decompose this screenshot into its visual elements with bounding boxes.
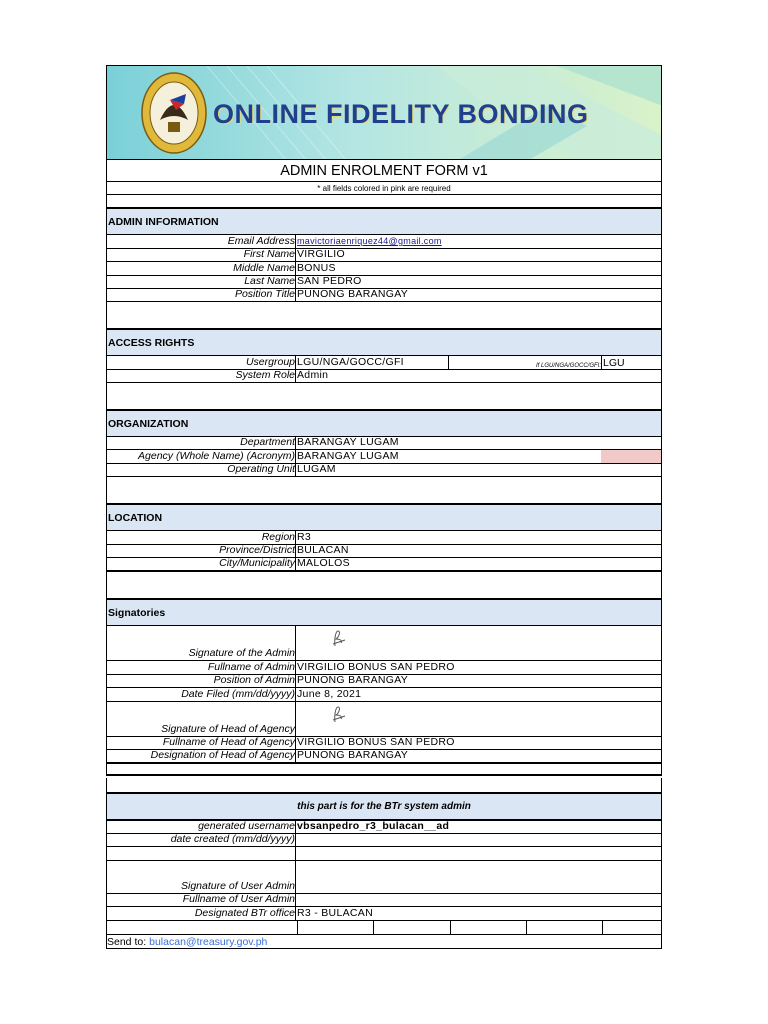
admin-position-row — [106, 675, 662, 688]
grid-line — [297, 921, 298, 934]
province-label: Province/District — [107, 545, 296, 557]
city-label: City/Municipality — [107, 558, 296, 570]
region-row — [106, 531, 662, 545]
agency-field[interactable]: BARANGAY LUGAM — [297, 450, 399, 462]
send-to-email-link[interactable]: bulacan@treasury.gov.ph — [149, 935, 268, 948]
section-header-access-rights: ACCESS RIGHTS — [106, 328, 662, 356]
form-title: ADMIN ENROLMENT FORM v1 — [106, 160, 662, 182]
date-filed-label: Date Filed (mm/dd/yyyy) — [107, 688, 296, 701]
first-name-label: First Name — [107, 249, 296, 261]
operating-unit-field[interactable]: LUGAM — [297, 463, 336, 475]
btr-section-header: this part is for the BTr system admin — [106, 792, 662, 820]
middle-name-label: Middle Name — [107, 262, 296, 275]
system-role-row — [106, 370, 662, 383]
if-lgu-label: If LGU/NGA/GOCC/GFI: — [450, 356, 602, 369]
region-label: Region — [107, 531, 296, 544]
usergroup-row — [106, 356, 662, 370]
date-created-label: date created (mm/dd/yyyy) — [107, 834, 296, 846]
date-created-row — [106, 834, 662, 847]
head-designation-row — [106, 750, 662, 764]
btr-office-row — [106, 907, 662, 921]
user-signature-row — [106, 861, 662, 894]
admin-signature-row — [106, 626, 662, 661]
position-label: Position Title — [107, 289, 296, 301]
first-name-field[interactable]: VIRGILIO — [297, 248, 345, 260]
agency-row — [106, 450, 662, 464]
user-signature-label: Signature of User Admin — [107, 861, 296, 893]
last-name-field[interactable]: SAN PEDRO — [297, 275, 362, 287]
blank-label — [107, 847, 296, 860]
blank-row — [106, 847, 662, 861]
email-field[interactable]: mavictoriaenriquez44@gmail.com — [297, 236, 442, 246]
section-header-location: LOCATION — [106, 503, 662, 531]
province-row — [106, 545, 662, 558]
admin-signature-image — [329, 628, 349, 648]
system-role-label: System Role — [107, 370, 296, 382]
section-header-signatories: Signatories — [106, 598, 662, 626]
province-field[interactable]: BULACAN — [297, 544, 349, 556]
user-fullname-label: Fullname of User Admin — [107, 894, 296, 906]
last-name-label: Last Name — [107, 276, 296, 288]
banner — [106, 65, 662, 160]
spacer-row — [106, 764, 662, 776]
agency-label: Agency (Whole Name) (Acronym) — [107, 450, 296, 463]
btr-office-label: Designated BTr office — [107, 907, 296, 920]
if-lgu-field[interactable]: LGU — [603, 357, 625, 369]
usergroup-select[interactable]: LGU/NGA/GOCC/GFI — [297, 356, 449, 369]
department-row — [106, 437, 662, 450]
email-row — [106, 235, 662, 249]
username-label: generated username — [107, 821, 296, 833]
admin-position-label: Position of Admin — [107, 675, 296, 687]
date-filed-row — [106, 688, 662, 702]
send-to-label: Send to: — [107, 935, 147, 948]
head-signature-label: Signature of Head of Agency — [107, 702, 296, 736]
position-field[interactable]: PUNONG BARANGAY — [297, 288, 409, 300]
spacer-row — [106, 778, 662, 792]
blank-grid-row — [106, 921, 662, 935]
spacer-row — [106, 383, 662, 409]
spacer-row — [106, 572, 662, 598]
operating-unit-label: Operating Unit — [107, 464, 296, 476]
head-designation-label: Designation of Head of Agency — [107, 750, 296, 762]
treasury-seal-icon — [140, 70, 208, 156]
required-note: * all fields colored in pink are required — [106, 182, 662, 195]
city-row — [106, 558, 662, 572]
admin-signature-label: Signature of the Admin — [107, 626, 296, 660]
middle-name-field[interactable]: BONUS — [297, 262, 336, 274]
banner-title: ONLINE FIDELITY BONDING — [213, 99, 589, 129]
spacer-row — [106, 195, 662, 207]
grid-line — [526, 921, 527, 934]
usergroup-label: Usergroup — [107, 356, 296, 369]
grid-line — [373, 921, 374, 934]
footer-row — [106, 935, 662, 949]
operating-unit-row — [106, 464, 662, 477]
head-signature-image — [329, 704, 349, 724]
position-row — [106, 289, 662, 302]
department-field[interactable]: BARANGAY LUGAM — [297, 436, 399, 448]
section-header-admin-info: ADMIN INFORMATION — [106, 207, 662, 235]
city-field[interactable]: MALOLOS — [297, 557, 350, 569]
first-name-row — [106, 249, 662, 262]
admin-position-field[interactable]: PUNONG BARANGAY — [297, 674, 409, 686]
section-header-organization: ORGANIZATION — [106, 409, 662, 437]
user-fullname-row — [106, 894, 662, 907]
head-fullname-label: Fullname of Head of Agency — [107, 737, 296, 749]
department-label: Department — [107, 437, 296, 449]
username-field[interactable]: vbsanpedro_r3_bulacan__ad — [297, 820, 450, 832]
grid-line — [602, 921, 603, 934]
head-fullname-field[interactable]: VIRGILIO BONUS SAN PEDRO — [297, 736, 455, 748]
admin-fullname-field[interactable]: VIRGILIO BONUS SAN PEDRO — [297, 661, 455, 673]
btr-office-field[interactable]: R3 - BULACAN — [297, 907, 373, 919]
spacer-row — [106, 477, 662, 503]
spacer-row — [106, 302, 662, 328]
grid-line — [450, 921, 451, 934]
date-filed-field[interactable]: June 8, 2021 — [297, 688, 362, 700]
middle-name-row — [106, 262, 662, 276]
head-designation-field[interactable]: PUNONG BARANGAY — [297, 749, 409, 761]
admin-fullname-label: Fullname of Admin — [107, 661, 296, 674]
enrolment-form — [106, 65, 662, 949]
region-field[interactable]: R3 — [297, 531, 312, 543]
system-role-field[interactable]: Admin — [297, 369, 329, 381]
email-label: Email Address — [107, 235, 296, 248]
head-signature-row — [106, 702, 662, 737]
admin-fullname-row — [106, 661, 662, 675]
username-row — [106, 820, 662, 834]
agency-acronym-field[interactable] — [601, 450, 661, 463]
